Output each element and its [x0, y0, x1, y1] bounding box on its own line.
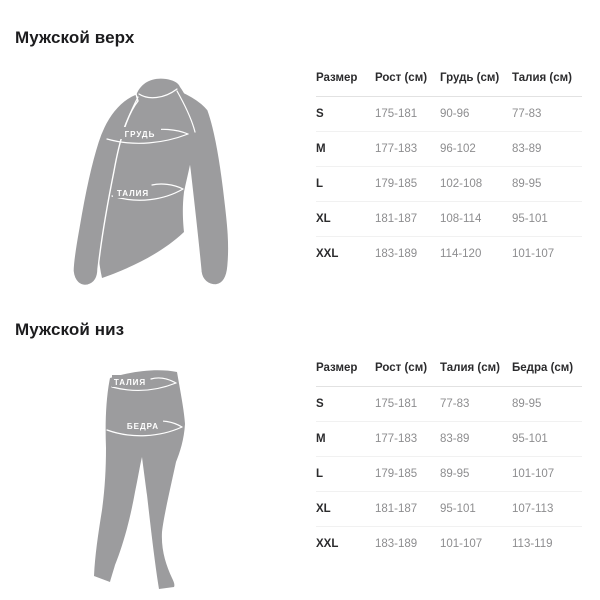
- table-header-row: [316, 64, 582, 97]
- height-value: 181-187: [375, 492, 440, 527]
- hips-value: 101-107: [512, 457, 582, 492]
- leggings-body: [94, 370, 185, 589]
- size-value: S: [316, 387, 375, 422]
- column-header-hips: Бедра (см): [512, 354, 582, 387]
- hips-value: 113-119: [512, 538, 553, 551]
- column-header-waist: Талия (см): [440, 354, 512, 387]
- column-header-size: Размер: [316, 64, 375, 97]
- chest-value: 114-120: [440, 248, 482, 261]
- size-value: M: [316, 132, 375, 167]
- table-row: [316, 237, 582, 272]
- height-value: 177-183: [375, 422, 440, 457]
- waist-value: 83-89: [512, 132, 582, 167]
- table-row: [316, 457, 582, 492]
- height-value: 183-189: [375, 248, 418, 261]
- table-row: [316, 422, 582, 457]
- column-header-size: Размер: [316, 354, 375, 387]
- waist-value: 77-83: [440, 387, 512, 422]
- size-value: L: [316, 457, 375, 492]
- waist-value: 89-95: [512, 167, 582, 202]
- waist-value: 95-101: [512, 202, 582, 237]
- leggings-waist-label: ТАЛИЯ: [113, 378, 147, 387]
- size-value: XL: [316, 492, 375, 527]
- waist-value: 83-89: [440, 422, 512, 457]
- column-header-height: Рост (см): [375, 64, 440, 97]
- mens-top-illustration: [40, 70, 280, 290]
- hips-label: БЕДРА: [126, 422, 160, 431]
- height-value: 175-181: [375, 97, 440, 132]
- table-row: [316, 492, 582, 527]
- table-header-row: [316, 354, 582, 387]
- height-value: 179-185: [375, 167, 440, 202]
- hips-value: 107-113: [512, 492, 582, 527]
- hips-value: 89-95: [512, 387, 582, 422]
- height-value: 179-185: [375, 457, 440, 492]
- shirt-waist-label: ТАЛИЯ: [116, 189, 150, 198]
- size-value: L: [316, 167, 375, 202]
- waist-value: 77-83: [512, 97, 582, 132]
- height-value: 177-183: [375, 132, 440, 167]
- column-header-chest: Грудь (см): [440, 64, 512, 97]
- table-row: [316, 202, 582, 237]
- table-row: [316, 97, 582, 132]
- chest-label: ГРУДЬ: [124, 130, 156, 139]
- chest-value: 96-102: [440, 132, 512, 167]
- waist-value: 89-95: [440, 457, 512, 492]
- section-title-mens-bottom: Мужской низ: [15, 320, 125, 339]
- mens-bottom-illustration: [60, 360, 280, 600]
- height-value: 175-181: [375, 387, 440, 422]
- chest-value: 108-114: [440, 202, 512, 237]
- mens-bottom-size-table: [316, 354, 582, 562]
- height-value: 181-187: [375, 202, 440, 237]
- table-row: [316, 387, 582, 422]
- chest-value: 102-108: [440, 167, 512, 202]
- waist-value: 95-101: [440, 492, 512, 527]
- section-title-mens-top: Мужской верх: [15, 28, 135, 47]
- hips-value: 95-101: [512, 422, 582, 457]
- size-value: XL: [316, 202, 375, 237]
- height-value: 183-189: [375, 538, 418, 551]
- table-row: [316, 167, 582, 202]
- chest-value: 90-96: [440, 97, 512, 132]
- column-header-waist: Талия (см): [512, 64, 582, 97]
- size-value: XXL: [316, 248, 339, 261]
- waist-value: 101-107: [440, 538, 483, 551]
- size-value: S: [316, 97, 375, 132]
- waist-value: 101-107: [512, 248, 555, 261]
- column-header-height: Рост (см): [375, 354, 440, 387]
- size-value: XXL: [316, 538, 339, 551]
- table-row: [316, 527, 582, 562]
- table-row: [316, 132, 582, 167]
- size-value: M: [316, 422, 375, 457]
- mens-top-size-table: [316, 64, 582, 272]
